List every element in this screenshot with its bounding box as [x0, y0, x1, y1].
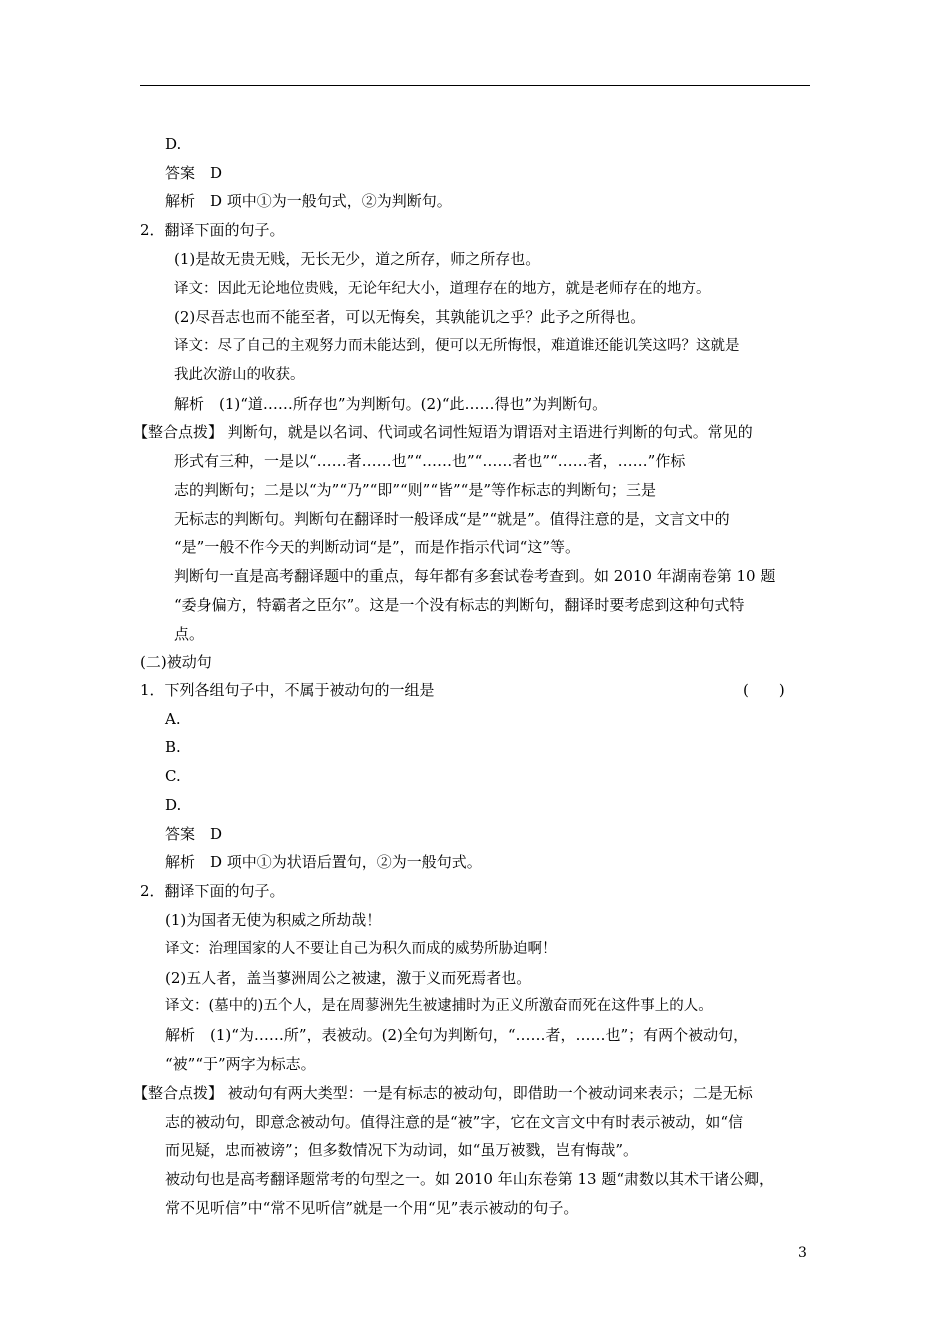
question-2: 2．翻译下面的句子。 — [140, 882, 285, 900]
header-rule — [140, 85, 810, 86]
summary-line: 无标志的判断句。判断句在翻译时一般译成“是”“就是”。值得注意的是，文言文中的 — [174, 510, 730, 528]
translation-2: 译文：(墓中的)五个人，是在周蓼洲先生被逮捕时为正义所激奋而死在这件事上的人。 — [165, 998, 713, 1014]
translation-1: 译文：因此无论地位贵贱，无论年纪大小，道理存在的地方，就是老师存在的地方。 — [174, 281, 711, 297]
summary-line: 被动句也是高考翻译题常考的句型之一。如 2010 年山东卷第 13 题“肃数以其术干诸公卿， — [165, 1170, 775, 1188]
option-d: D. — [165, 796, 182, 814]
option-a: A. — [165, 710, 181, 728]
question-2: 2．翻译下面的句子。 — [140, 221, 285, 239]
answer-bracket: ( ) — [743, 681, 785, 699]
sentence-1: (1)为国者无使为积威之所劫哉！ — [165, 911, 382, 929]
sentence-2: (2)尽吾志也而不能至者，可以无悔矣，其孰能讥之乎？此予之所得也。 — [174, 308, 646, 326]
summary-line: “是”一般不作今天的判断动词“是”，而是作指示代词“这”等。 — [174, 538, 581, 556]
option-b: B. — [165, 738, 181, 756]
page-number: 3 — [798, 1245, 807, 1261]
summary-title-line: 【整合点拨】 判断句，就是以名词、代词或名词性短语为谓语对主语进行判断的句式。常见的 — [133, 423, 753, 441]
option-d: D. — [165, 135, 182, 153]
summary-title-line: 【整合点拨】 被动句有两大类型：一是有标志的被动句，即借助一个被动词来表示；二是无标 — [133, 1084, 753, 1102]
summary-line: 点。 — [174, 625, 205, 643]
summary-line: 形式有三种，一是以“……者……也”“……也”“……者也”“……者，……”作标 — [174, 452, 686, 470]
summary-line: 常不见听信”中“常不见听信”就是一个用“见”表示被动的句子。 — [165, 1199, 579, 1217]
summary-line: 而见疑，忠而被谤”；但多数情况下为动词，如“虽万被戮，岂有悔哉”。 — [165, 1141, 639, 1159]
summary-line: 志的被动句，即意念被动句。值得注意的是“被”字，它在文言文中有时表示被动，如“信 — [165, 1113, 744, 1131]
sentence-1: (1)是故无贵无贱，无长无少，道之所存，师之所存也。 — [174, 250, 541, 268]
answer: 答案 D — [165, 164, 223, 182]
section-heading: (二)被动句 — [140, 653, 212, 671]
translation-1: 译文：治理国家的人不要让自己为积久而成的威势所胁迫啊！ — [165, 941, 557, 957]
option-c: C. — [165, 767, 181, 785]
summary-line: “委身偏方，特霸者之臣尔”。这是一个没有标志的判断句，翻译时要考虑到这种句式特 — [174, 596, 745, 614]
sentence-2: (2)五人者，盖当蓼洲周公之被逮，激于义而死焉者也。 — [165, 969, 532, 987]
analysis-2: 解析 (1)“道……所存也”为判断句。(2)“此……得也”为判断句。 — [174, 395, 608, 413]
summary-line: 判断句一直是高考翻译题中的重点，每年都有多套试卷考查到。如 2010 年湖南卷第 10 题 — [174, 567, 776, 585]
question-1: 1．下列各组句子中，不属于被动句的一组是 — [140, 681, 435, 699]
summary-line: 志的判断句；二是以“为”“乃”“即”“则”“皆”“是”等作标志的判断句；三是 — [174, 481, 657, 499]
translation-2-cont: 我此次游山的收获。 — [174, 367, 305, 383]
answer: 答案 D — [165, 825, 223, 843]
analysis: 解析 D 项中①为状语后置句，②为一般句式。 — [165, 853, 482, 871]
analysis-2-cont: “被”“于”两字为标志。 — [165, 1055, 316, 1073]
analysis: 解析 D 项中①为一般句式，②为判断句。 — [165, 192, 452, 210]
translation-2: 译文：尽了自己的主观努力而未能达到，便可以无所悔恨，难道谁还能讥笑这吗？这就是 — [174, 338, 740, 354]
analysis-2: 解析 (1)“为……所”，表被动。(2)全句为判断句，“……者，……也”；有两个被动句， — [165, 1026, 749, 1044]
